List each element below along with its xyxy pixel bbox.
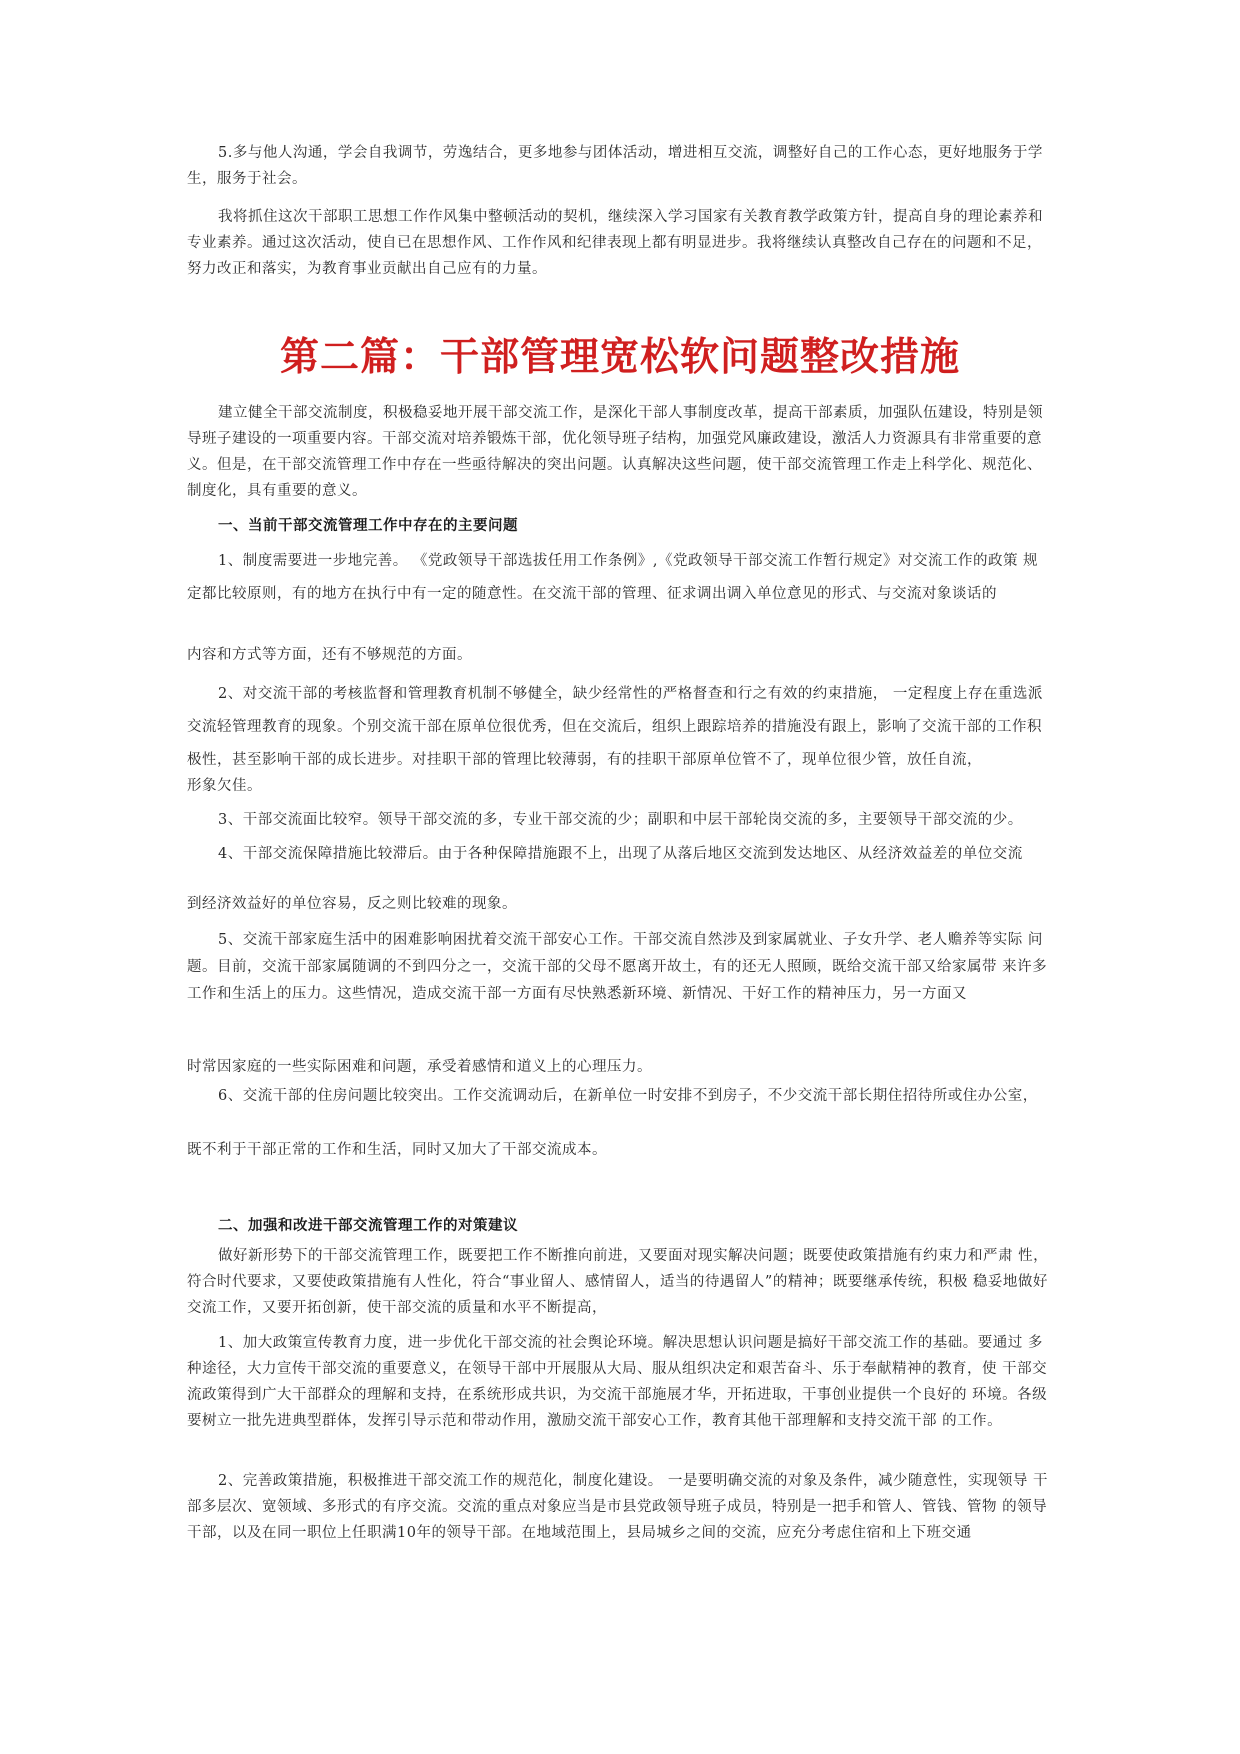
- paragraph-p2: 我将抓住这次干部职工思想工作作风集中整顿活动的契机，继续深入学习国家有关教育教学政策方针，提高自身的理论素养和专业素养。通过这次活动，使自已在思想作风、工作作风和纪律表现上都有明显进步。我将继续认真整改自己存在的问题和不足，努力改正和落实，为教育事业贡献出自己应有的力量。: [187, 209, 1043, 277]
- paragraph-p10: 做好新形势下的干部交流管理工作，既要把工作不断推向前进，又要面对现实解决问题；既要使政策措施有约束力和严肃 性，符合时代要求，又要使政策措施有人性化，符合“事业留人、感情留人，适当的待遇留人”的精神；既要继承传统，积极 稳妥地做好交流工作，又要开拓创新，使干部交流的质量和水平不断提高，: [187, 1248, 1049, 1316]
- paragraph-p9: 6、交流干部的住房问题比较突出。工作交流调动后，在新单位一时安排不到房子，不少交流干部长期住招待所或住办公室，: [218, 1088, 1038, 1104]
- paragraph-p4: 1、制度需要进一步地完善。 《党政领导干部选拔任用工作条例》,《党政领导干部交流工作暂行规定》对交流工作的政策 规定都比较原则，有的地方在执行中有一定的随意性。在交流干部的管理、征求调出调入单位意见的形式、与交流对象谈话的: [187, 553, 1039, 602]
- paragraph-p7: 4、干部交流保障措施比较滞后。由于各种保障措施跟不上，出现了从落后地区交流到发达地区、从经济效益差的单位交流: [218, 846, 1023, 862]
- paragraph-p3: 建立健全干部交流制度，积极稳妥地开展干部交流工作，是深化干部人事制度改革，提高干部素质，加强队伍建设，特别是领导班子建设的一项重要内容。干部交流对培养锻炼干部，优化领导班子结构，加强党风廉政建设，激活人力资源具有非常重要的意义。但是，在干部交流管理工作中存在一些亟待解决的突出问题。认真解决这些问题，使干部交流管理工作走上科学化、规范化、制度化，具有重要的意义。: [187, 405, 1043, 499]
- section-title: 第二篇：干部管理宽松软问题整改措施: [279, 334, 960, 380]
- paragraph-p6: 3、干部交流面比较窄。领导干部交流的多，专业干部交流的少；副职和中层干部轮岗交流的多，主要领导干部交流的少。: [218, 812, 1023, 828]
- paragraph-p8: 5、交流干部家庭生活中的困难影响困扰着交流干部安心工作。干部交流自然涉及到家属就业、子女升学、老人赡养等实际 问题。目前，交流干部家属随调的不到四分之一，交流干部的父母不愿离开故土，有的还无人照顾，既给交流干部又给家属带 来许多工作和生活上的压力。这些情况，造成交流干部一方面有尽快熟悉新环境、新情况、干好工作的精神压力，另一方面又: [187, 932, 1048, 1002]
- paragraph-p12: 2、完善政策措施，积极推进干部交流工作的规范化，制度化建设。 一是要明确交流的对象及条件，减少随意性，实现领导 干部多层次、宽领域、多形式的有序交流。交流的重点对象应当是市县党政领导班子成员，特别是一把手和管人、管钱、管物 的领导干部，以及在同一职位上任职满10年的领导干部。在地域范围上，县局城乡之间的交流，应充分考虑住宿和上下班交通: [187, 1473, 1048, 1541]
- paragraph-p9-continued: 既不利于干部正常的工作和生活，同时又加大了干部交流成本。: [187, 1142, 607, 1158]
- paragraph-p5-continued: 形象欠佳。: [187, 778, 262, 794]
- paragraph-p11: 1、加大政策宣传教育力度，进一步优化干部交流的社会舆论环境。解决思想认识问题是搞好干部交流工作的基础。要通过 多种途径，大力宣传干部交流的重要意义，在领导干部中开展服从大局、服从组织决定和艰苦奋斗、乐于奉献精神的教育，使 干部交流政策得到广大干部群众的理解和支持，在系统形成共识，为交流干部施展才华，开拓进取，干事创业提供一个良好的 环境。各级要树立一批先进典型群体，发挥引导示范和带动作用，激励交流干部安心工作，教育其他干部理解和支持交流干部 的工作。: [187, 1335, 1048, 1429]
- paragraph-p5: 2、对交流干部的考核监督和管理教育机制不够健全，缺少经常性的严格督查和行之有效的约束措施， 一定程度上存在重选派交流轻管理教育的现象。个别交流干部在原单位很优秀，但在交流后，组织上跟踪培养的措施没有跟上，影响了交流干部的工作积极性，甚至影响干部的成长进步。对挂职干部的管理比较薄弱，有的挂职干部原单位管不了，现单位很少管，放任自流，: [187, 686, 1043, 768]
- paragraph-p8-continued: 时常因家庭的一些实际困难和问题，承受着感情和道义上的心理压力。: [187, 1059, 652, 1075]
- paragraph-p7-continued: 到经济效益好的单位容易，反之则比较难的现象。: [187, 896, 517, 912]
- paragraph-p4-continued: 内容和方式等方面，还有不够规范的方面。: [187, 647, 472, 663]
- paragraph-p1: 5.多与他人沟通，学会自我调节，劳逸结合，更多地参与团体活动，增进相互交流，调整好自己的工作心态，更好地服务于学生，服务于社会。: [187, 145, 1043, 187]
- section-heading-1: 一、当前干部交流管理工作中存在的主要问题: [218, 518, 518, 534]
- section-heading-2: 二、加强和改进干部交流管理工作的对策建议: [218, 1218, 518, 1234]
